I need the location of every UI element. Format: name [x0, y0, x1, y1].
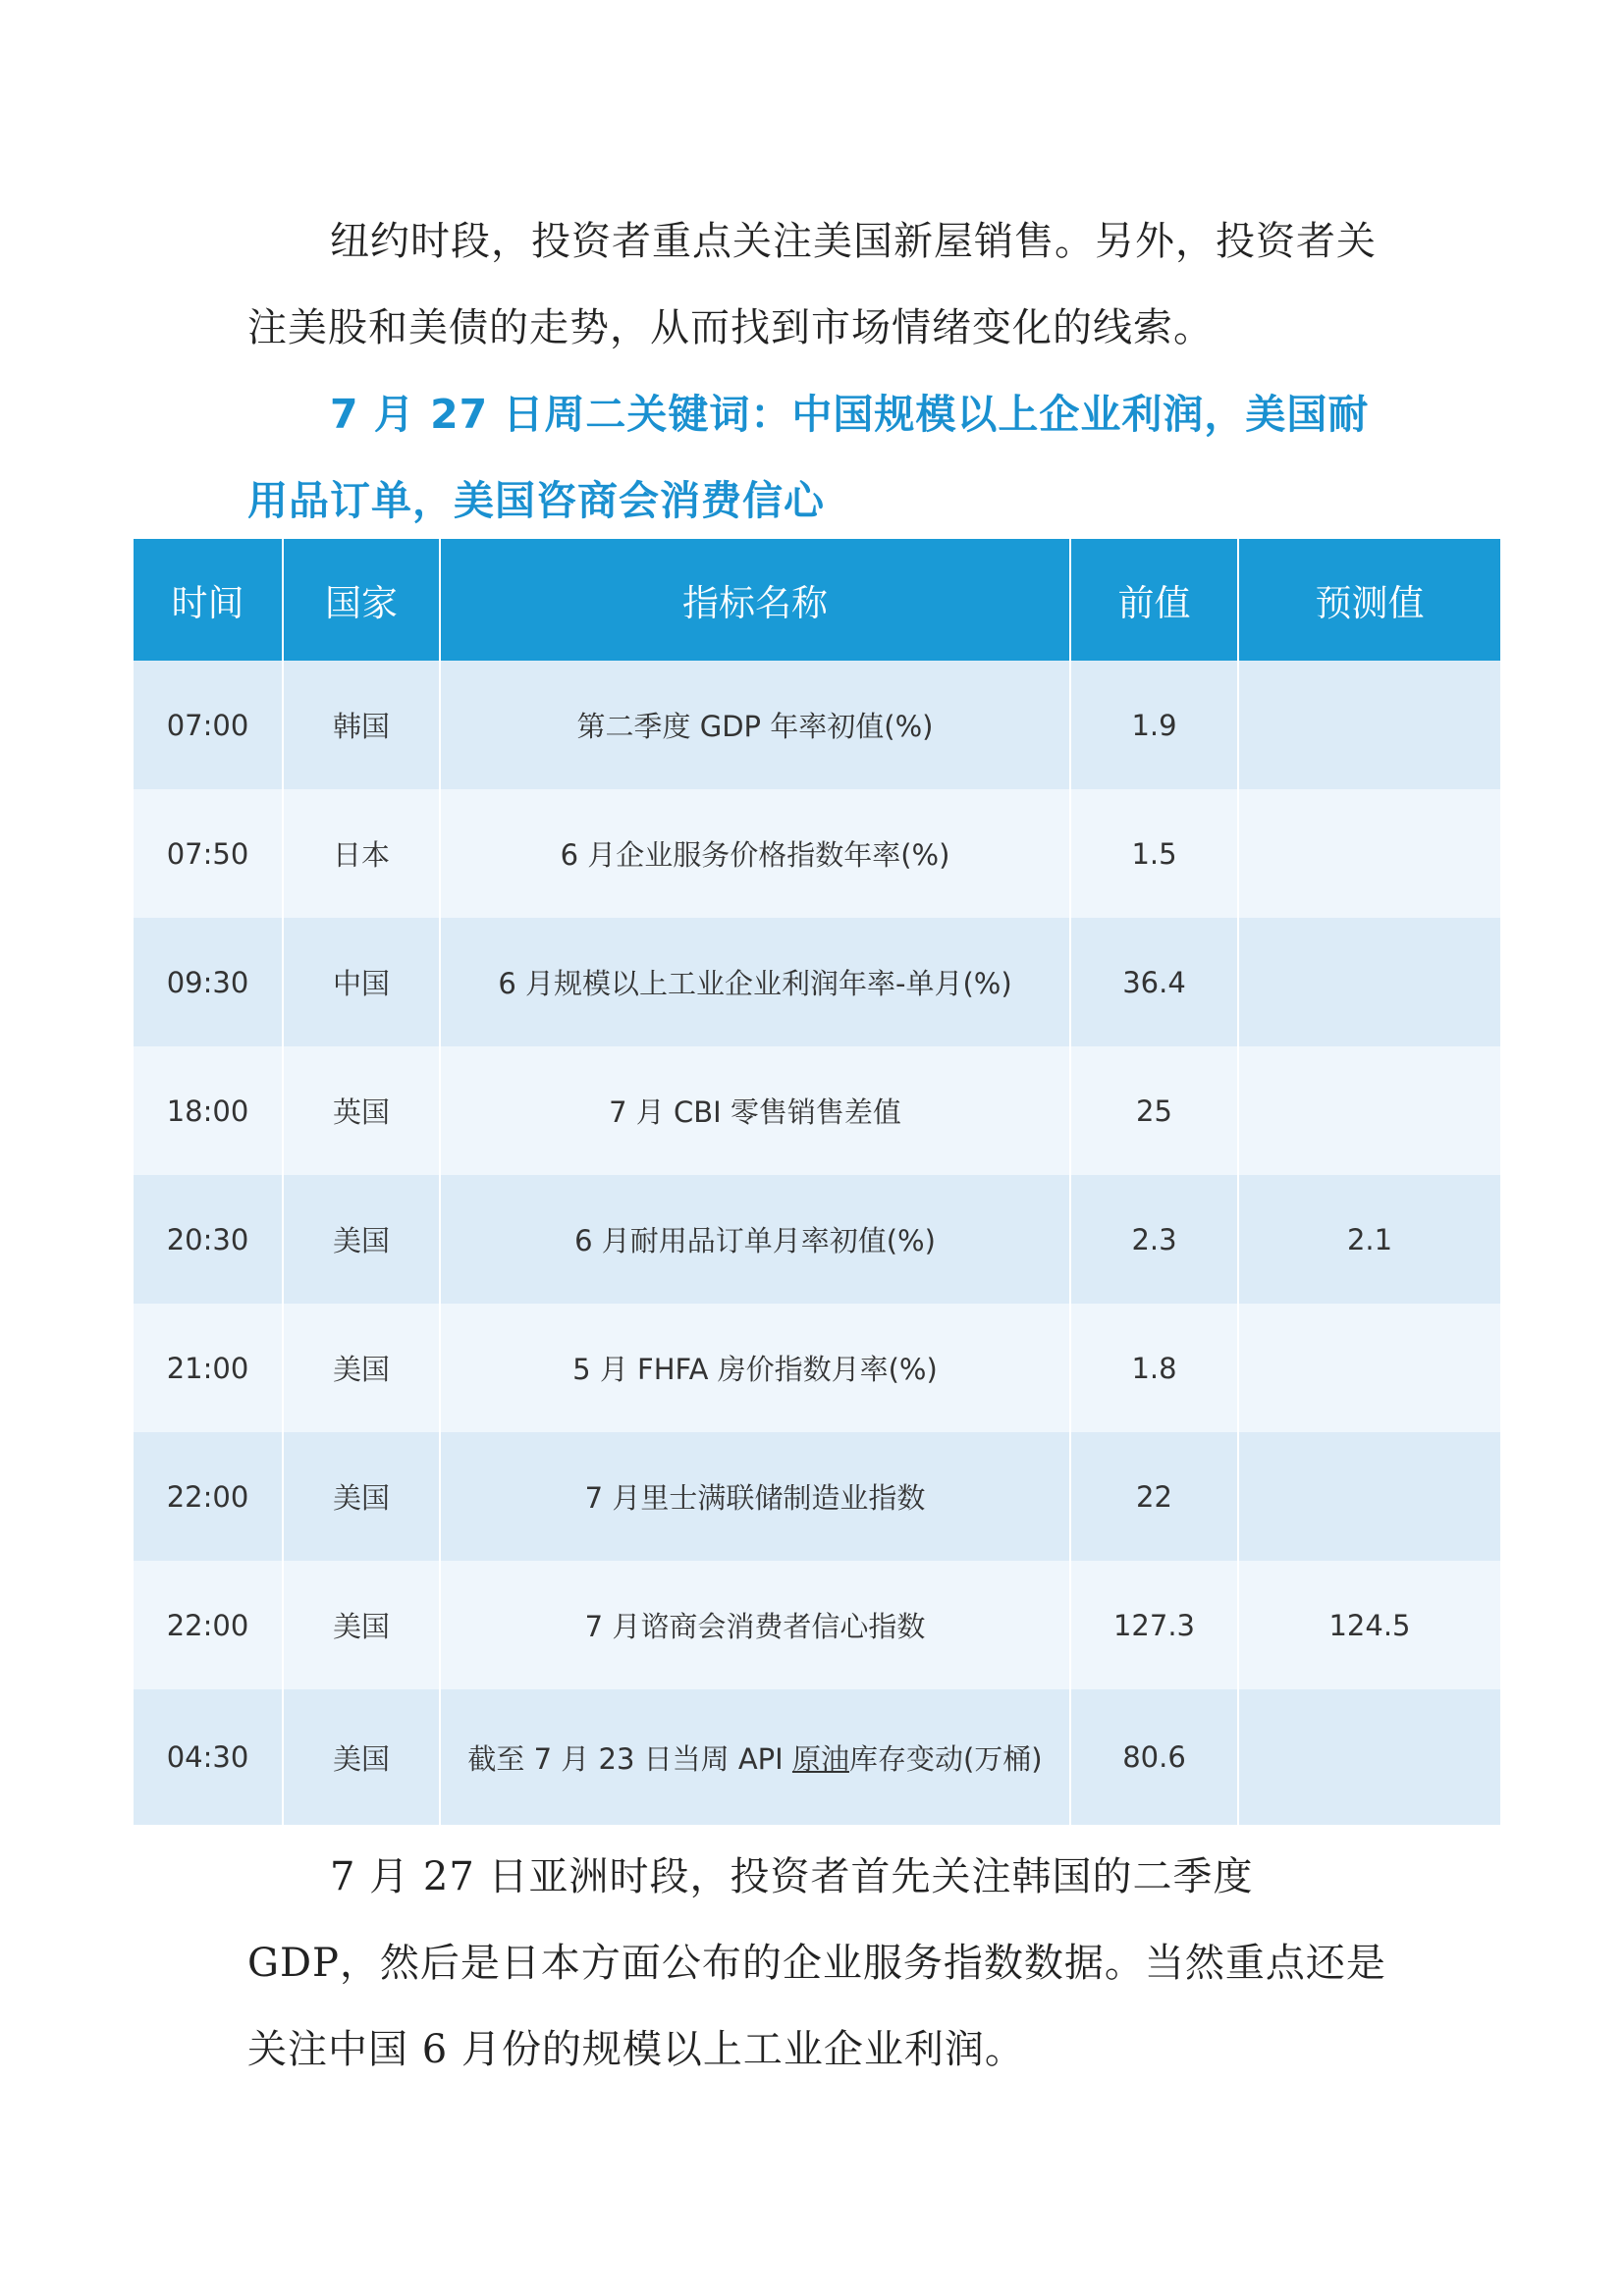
cell-indicator-name: 第二季度 GDP 年率初值(%): [440, 661, 1070, 789]
outro-paragraph: 7 月 27 日亚洲时段，投资者首先关注韩国的二季度 GDP，然后是日本方面公布的企业服务指数数据。当然重点还是关注中国 6 月份的规模以上工业企业利润。: [247, 1854, 1386, 2072]
cell-previous: 127.3: [1070, 1561, 1238, 1689]
table-body: [134, 661, 1500, 1825]
economic-calendar-table-wrap: [134, 539, 1500, 1825]
cell-previous: 25: [1070, 1046, 1238, 1175]
intro-paragraph: 纽约时段，投资者重点关注美国新屋销售。另外，投资者关注美股和美债的走势，从而找到市场情绪变化的线索。: [247, 219, 1377, 350]
table-row: [134, 1432, 1500, 1561]
header-country: 国家: [283, 539, 440, 661]
cell-time: 09:30: [134, 918, 283, 1046]
table-row: [134, 1304, 1500, 1432]
cell-forecast: 2.1: [1238, 1175, 1500, 1304]
cell-indicator-name: [440, 1689, 1070, 1825]
cell-forecast: [1238, 789, 1500, 918]
cell-previous: 22: [1070, 1432, 1238, 1561]
cell-country: 英国: [283, 1046, 440, 1175]
cell-country: 日本: [283, 789, 440, 918]
indicator-name-prefix: 截至 7 月 23 日当周 API: [467, 1741, 792, 1776]
cell-indicator-name: 7 月里士满联储制造业指数: [440, 1432, 1070, 1561]
header-previous: 前值: [1070, 539, 1238, 661]
cell-previous: 1.5: [1070, 789, 1238, 918]
cell-country: 美国: [283, 1304, 440, 1432]
cell-time: 21:00: [134, 1304, 283, 1432]
cell-previous: 1.9: [1070, 661, 1238, 789]
cell-time: 07:50: [134, 789, 283, 918]
cell-previous: 2.3: [1070, 1175, 1238, 1304]
table-header-row: [134, 539, 1500, 661]
cell-indicator-name: 6 月规模以上工业企业利润年率-单月(%): [440, 918, 1070, 1046]
table-row: [134, 789, 1500, 918]
economic-calendar-table: [134, 539, 1500, 1825]
cell-forecast: [1238, 1432, 1500, 1561]
cell-time: 22:00: [134, 1432, 283, 1561]
header-indicator-name: 指标名称: [440, 539, 1070, 661]
cell-forecast: [1238, 1304, 1500, 1432]
cell-indicator-name: 7 月谘商会消费者信心指数: [440, 1561, 1070, 1689]
table-header: [134, 539, 1500, 661]
cell-country: 美国: [283, 1689, 440, 1825]
header-forecast: 预测值: [1238, 539, 1500, 661]
table-row: [134, 1561, 1500, 1689]
cell-country: 美国: [283, 1432, 440, 1561]
table-row: [134, 918, 1500, 1046]
cell-country: 中国: [283, 918, 440, 1046]
cell-forecast: [1238, 661, 1500, 789]
table-row: [134, 661, 1500, 789]
cell-forecast: 124.5: [1238, 1561, 1500, 1689]
cell-forecast: [1238, 1689, 1500, 1825]
cell-previous: 36.4: [1070, 918, 1238, 1046]
table-row: [134, 1046, 1500, 1175]
cell-time: 07:00: [134, 661, 283, 789]
crude-oil-link[interactable]: 原油: [791, 1741, 849, 1776]
cell-forecast: [1238, 918, 1500, 1046]
cell-indicator-name: 6 月企业服务价格指数年率(%): [440, 789, 1070, 918]
cell-time: 20:30: [134, 1175, 283, 1304]
cell-time: 04:30: [134, 1689, 283, 1825]
table-row: [134, 1175, 1500, 1304]
cell-previous: 80.6: [1070, 1689, 1238, 1825]
indicator-name-suffix: 库存变动(万桶): [848, 1741, 1043, 1776]
cell-indicator-name: 7 月 CBI 零售销售差值: [440, 1046, 1070, 1175]
cell-indicator-name: 5 月 FHFA 房价指数月率(%): [440, 1304, 1070, 1432]
cell-indicator-name: 6 月耐用品订单月率初值(%): [440, 1175, 1070, 1304]
section-heading: 7 月 27 日周二关键词：中国规模以上企业利润，美国耐用品订单，美国咨商会消费信心: [247, 391, 1370, 524]
cell-country: 美国: [283, 1175, 440, 1304]
cell-time: 18:00: [134, 1046, 283, 1175]
cell-time: 22:00: [134, 1561, 283, 1689]
header-time: 时间: [134, 539, 283, 661]
cell-country: 美国: [283, 1561, 440, 1689]
cell-previous: 1.8: [1070, 1304, 1238, 1432]
table-row: [134, 1689, 1500, 1825]
cell-forecast: [1238, 1046, 1500, 1175]
cell-country: 韩国: [283, 661, 440, 789]
